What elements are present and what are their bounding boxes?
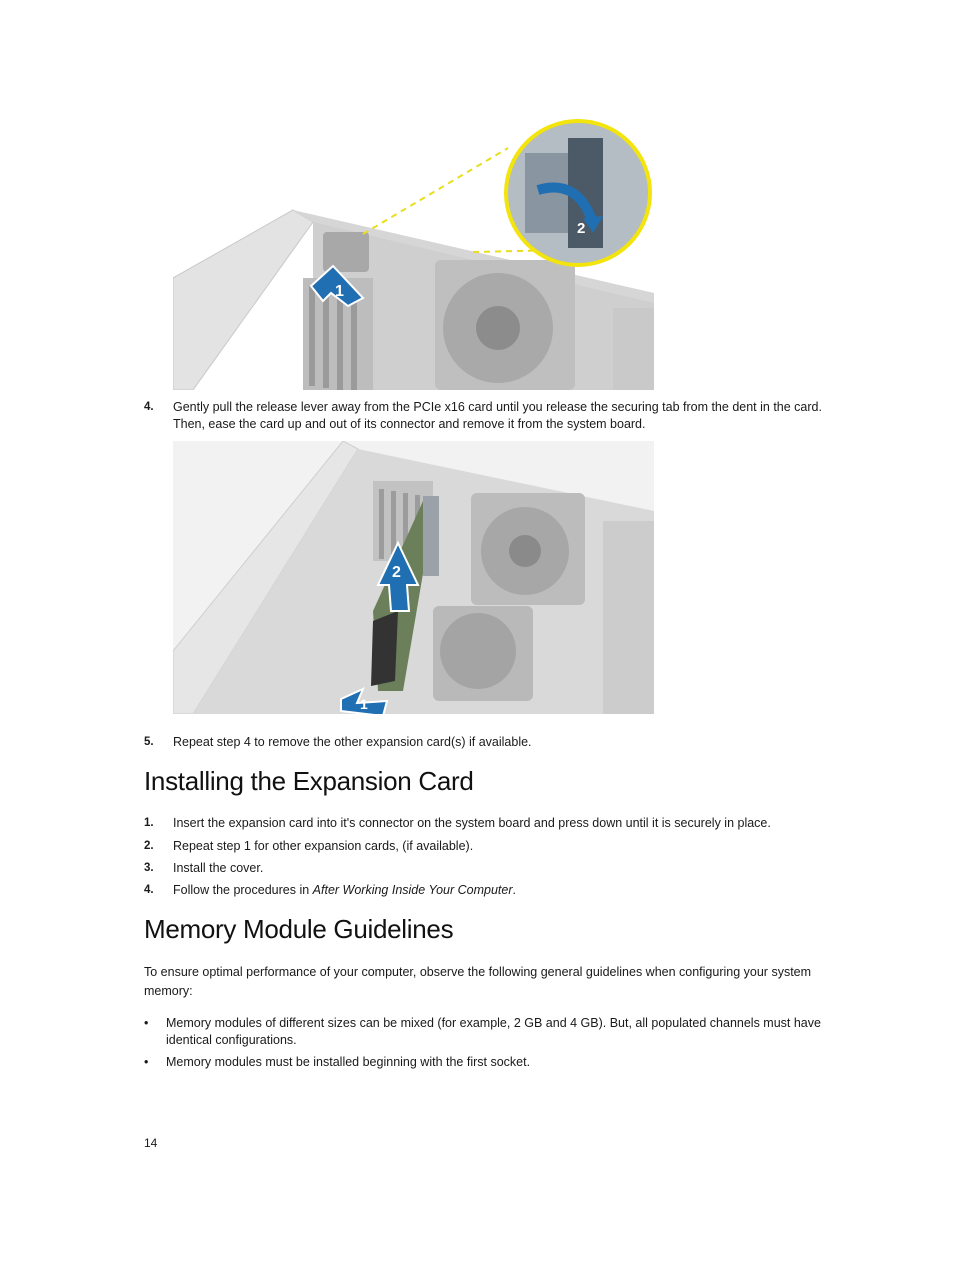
step-text-after: . xyxy=(512,883,517,897)
callout-label-2: 2 xyxy=(577,220,586,237)
step-text: Gently pull the release lever away from the PCIe x16 card until you release the securing tab from the dent in the card. Then, ease the card up and out of its connector and remove it from the system board. xyxy=(173,400,822,431)
step-number: 4. xyxy=(144,884,154,896)
step-number: 3. xyxy=(144,862,154,874)
step-number: 1. xyxy=(144,817,154,829)
callout-label-1: 1 xyxy=(360,696,368,712)
step-text-before: Follow the procedures in xyxy=(173,883,313,897)
step-number: 5. xyxy=(144,736,154,748)
callout-label-2: 2 xyxy=(392,564,401,581)
step-text: Repeat step 4 to remove the other expansion card(s) if available. xyxy=(173,735,532,749)
bullet-symbol: • xyxy=(144,1055,149,1069)
callout-label-1: 1 xyxy=(335,283,344,300)
step-text: Insert the expansion card into it's connector on the system board and press down until it is securely in place. xyxy=(173,816,771,830)
step-number: 4. xyxy=(144,401,154,413)
step-text xyxy=(173,882,823,899)
zoom-callout xyxy=(506,121,650,265)
step-text: Install the cover. xyxy=(173,861,264,875)
memory-intro: To ensure optimal performance of your computer, observe the following general guidelines when configuring your system memory: xyxy=(144,965,812,998)
bullet-text: Memory modules must be installed beginning with the first socket. xyxy=(166,1055,531,1069)
heading-installing-expansion-card: Installing the Expansion Card xyxy=(144,766,474,796)
bullet-text: Memory modules of different sizes can be mixed (for example, 2 GB and 4 GB). But, all populated channels must have identical configurations. xyxy=(166,1016,821,1047)
bullet-symbol: • xyxy=(144,1016,149,1030)
cross-reference: After Working Inside Your Computer xyxy=(312,883,513,897)
page-number: 14 xyxy=(144,1136,158,1150)
step-text: Repeat step 1 for other expansion cards, (if available). xyxy=(173,839,474,853)
heading-memory-module-guidelines: Memory Module Guidelines xyxy=(144,914,454,944)
figure-card-removal xyxy=(173,441,654,714)
step-number: 2. xyxy=(144,840,154,852)
figure-release-lever xyxy=(173,118,654,390)
